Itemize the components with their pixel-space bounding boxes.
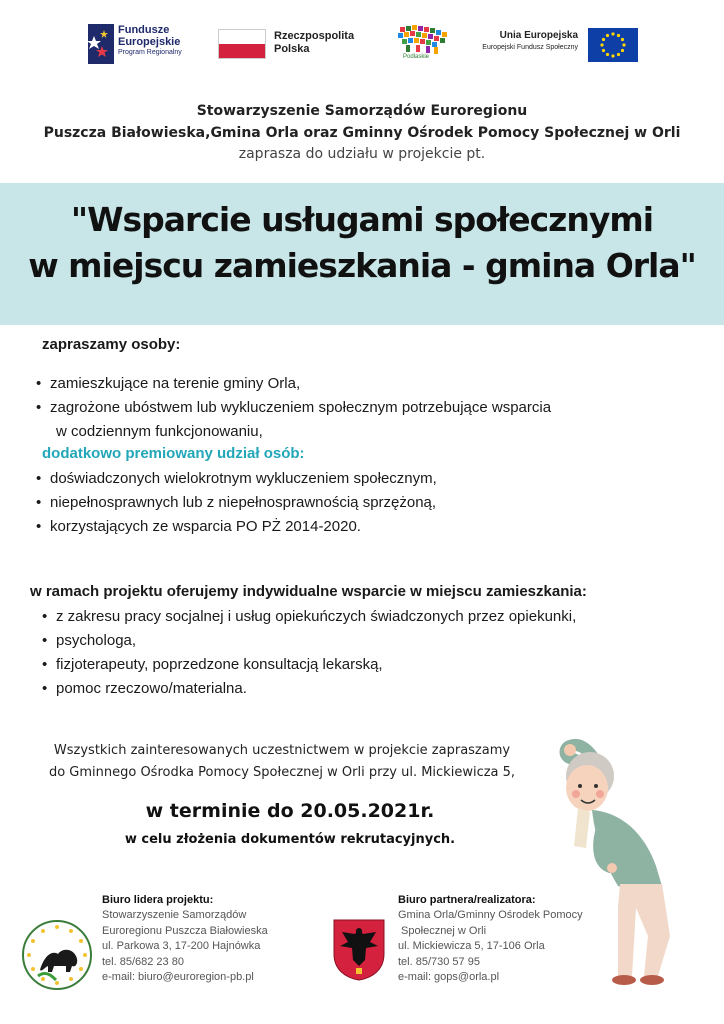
contact-text <box>0 740 564 784</box>
fundusze-europejskie-logo <box>88 22 216 66</box>
offer-heading: w ramach projektu oferujemy indywidualne wsparcie w miejscu zamieszkania: <box>30 583 587 600</box>
invited-list <box>34 372 674 444</box>
org-line2: Puszcza Białowieska,Gmina Orla oraz Gminny Ośrodek Pomocy Społecznej w Orli <box>43 125 681 141</box>
euroregion-bison-logo-icon <box>22 920 92 990</box>
ue-line1: Unia Europejska <box>499 30 578 41</box>
lead-office-line: e-mail: biuro@euroregion-pb.pl <box>102 971 254 983</box>
lead-office-line: tel. 85/682 23 80 <box>102 955 184 968</box>
lead-office <box>102 892 332 986</box>
title-line1: "Wsparcie usługami społecznymi <box>70 200 654 239</box>
partner-office-line: e-mail: gops@orla.pl <box>398 971 500 983</box>
organizers <box>0 100 724 144</box>
podlaskie-logo <box>396 24 454 64</box>
partner-office-line: Społecznej w Orli <box>398 924 487 937</box>
title-line2: w miejscu zamieszkania - gmina Orla" <box>28 246 696 285</box>
list-item: • zagrożone ubóstwem lub wykluczeniem społecznym potrzebujące wsparcia <box>34 396 674 420</box>
orla-coat-of-arms-icon <box>332 918 386 982</box>
org-line1: Stowarzyszenie Samorządów Euroregionu <box>196 103 528 119</box>
rp-text <box>274 30 354 56</box>
list-item-continuation: w codziennym funkcjonowaniu, <box>56 423 263 440</box>
lead-office-line: Euroregionu Puszcza Białowieska <box>102 924 268 937</box>
lead-office-heading: Biuro lidera projektu: <box>102 894 214 906</box>
fundusze-line3: Program Regionalny <box>118 49 182 56</box>
eu-flag-icon <box>588 28 638 62</box>
list-item: • pomoc rzeczowo/materialna. <box>40 677 680 701</box>
fundusze-line1: Fundusze <box>118 24 170 36</box>
contact-line2: do Gminnego Ośrodka Pomocy Społecznej w Orli przy ul. Mickiewicza 5, <box>48 765 516 780</box>
offer-list <box>40 605 680 701</box>
list-item: • psychologa, <box>40 629 680 653</box>
list-item: • niepełnosprawnych lub z niepełnosprawnością sprzężoną, <box>34 491 674 515</box>
fundusze-text <box>118 24 182 57</box>
unia-europejska-logo <box>480 28 638 62</box>
project-title <box>0 197 724 289</box>
fundusze-line2: Europejskie <box>118 36 181 48</box>
lead-office-line: Stowarzyszenie Samorządów <box>102 909 247 921</box>
invite-text: zaprasza do udziału w projekcie pt. <box>238 146 486 162</box>
list-item: • z zakresu pracy socjalnej i usług opiekuńczych świadczonych przez opiekunki, <box>40 605 680 629</box>
partner-office-line: tel. 85/730 57 95 <box>398 955 480 968</box>
ue-line2: Europejski Fundusz Społeczny <box>482 44 578 51</box>
partner-office-line: ul. Mickiewicza 5, 17-106 Orla <box>398 940 545 952</box>
list-item: • doświadczonych wielokrotnym wykluczeniem społecznym, <box>34 467 674 491</box>
bonus-heading: dodatkowo premiowany udział osób: <box>42 445 305 462</box>
partner-office-line: Gmina Orla/Gminny Ośrodek Pomocy <box>398 909 583 921</box>
partner-office <box>398 892 628 986</box>
lead-office-line: ul. Parkowa 3, 17-200 Hajnówka <box>102 940 261 952</box>
deadline: w terminie do 20.05.2021r. <box>145 800 435 822</box>
rp-line1: Rzeczpospolita <box>274 30 355 42</box>
ue-text <box>482 30 578 54</box>
contact-line1: Wszystkich zainteresowanych uczestnictwem w projekcie zapraszamy <box>53 743 511 758</box>
invited-heading: zapraszamy osoby: <box>42 336 181 353</box>
partner-office-heading: Biuro partnera/realizatora: <box>398 894 536 906</box>
list-item: • fizjoterapeuty, poprzedzone konsultacją lekarską, <box>40 653 680 677</box>
list-item: • zamieszkujące na terenie gminy Orla, <box>34 372 674 396</box>
rp-line2: Polska <box>274 43 310 55</box>
purpose: w celu złożenia dokumentów rekrutacyjnych. <box>124 832 456 847</box>
fundusze-europejskie-logo-icon <box>88 24 114 64</box>
poland-flag-icon <box>218 29 266 59</box>
podlaskie-label: Podlaskie <box>402 54 429 60</box>
bonus-list <box>34 467 674 539</box>
rzeczpospolita-logo <box>218 28 358 62</box>
list-item: • korzystających ze wsparcia PO PŻ 2014-2020. <box>34 515 674 539</box>
podlaskie-bison-logo-icon <box>396 24 454 56</box>
